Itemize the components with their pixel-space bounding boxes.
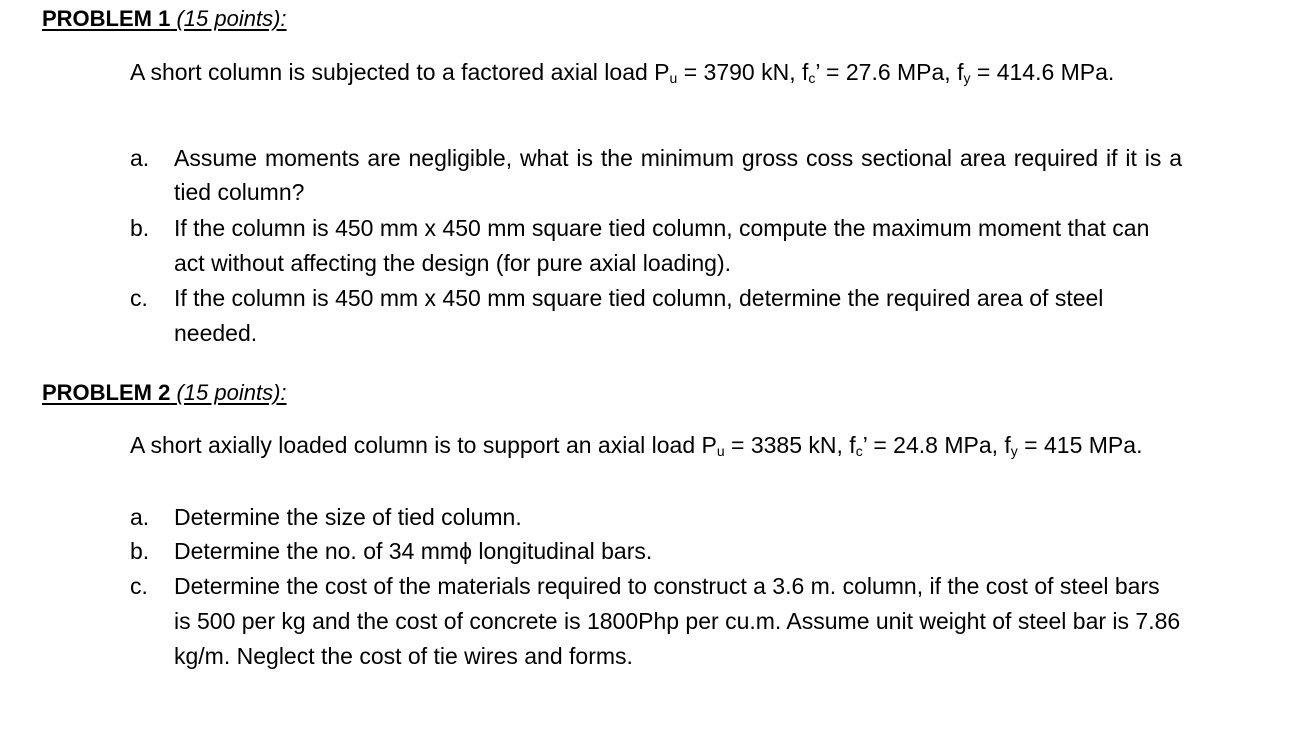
problem-1-item-b: b. If the column is 450 mm x 450 mm square tied column, compute the maximum moment that can act without affecting the design (for pure axial loading). — [130, 215, 1150, 276]
problem-2-title: PROBLEM 2 — [42, 380, 171, 405]
problem-2-points: (15 points): — [176, 380, 287, 405]
problem-2-heading — [42, 380, 287, 406]
problem-1-points: (15 points): — [176, 6, 287, 31]
problem-2-statement: A short axially loaded column is to support an axial load $P_u = 3385$ kN, $f_c$’ = 24.8 MPa, $f_y = 415$ MPa. — [130, 432, 1143, 459]
problem-2-item-c: c. Determine the cost of the materials required to construct a 3.6 m. column, if the cost of steel bars is 500 per kg and the cost of concrete is 1800Php per cu.m. Assume unit weight of steel bar is 7.86 kg/m. Neglect the cost of tie wires and forms. — [130, 573, 1181, 669]
problem-1-item-a: a. Assume moments are negligible, what is the minimum gross coss sectional area required if it is a tied column? — [130, 145, 1182, 205]
problem-2-item-b: b. Determine the no. of 34 mmϕ longitudinal bars. — [130, 538, 653, 564]
problem-1-item-c: c. If the column is 450 mm x 450 mm square tied column, determine the required area of steel needed. — [130, 285, 1104, 346]
problem-1-statement: A short column is subjected to a factored axial load $P_u = 3790$ kN, $f_c$’ = 27.6 MPa, $f_y = 414.6$ MPa. — [130, 59, 1115, 86]
problem-2-item-a: a. Determine the size of tied column. — [130, 504, 522, 530]
problem-1-title: PROBLEM 1 — [42, 6, 171, 31]
problem-1-heading — [42, 6, 287, 32]
